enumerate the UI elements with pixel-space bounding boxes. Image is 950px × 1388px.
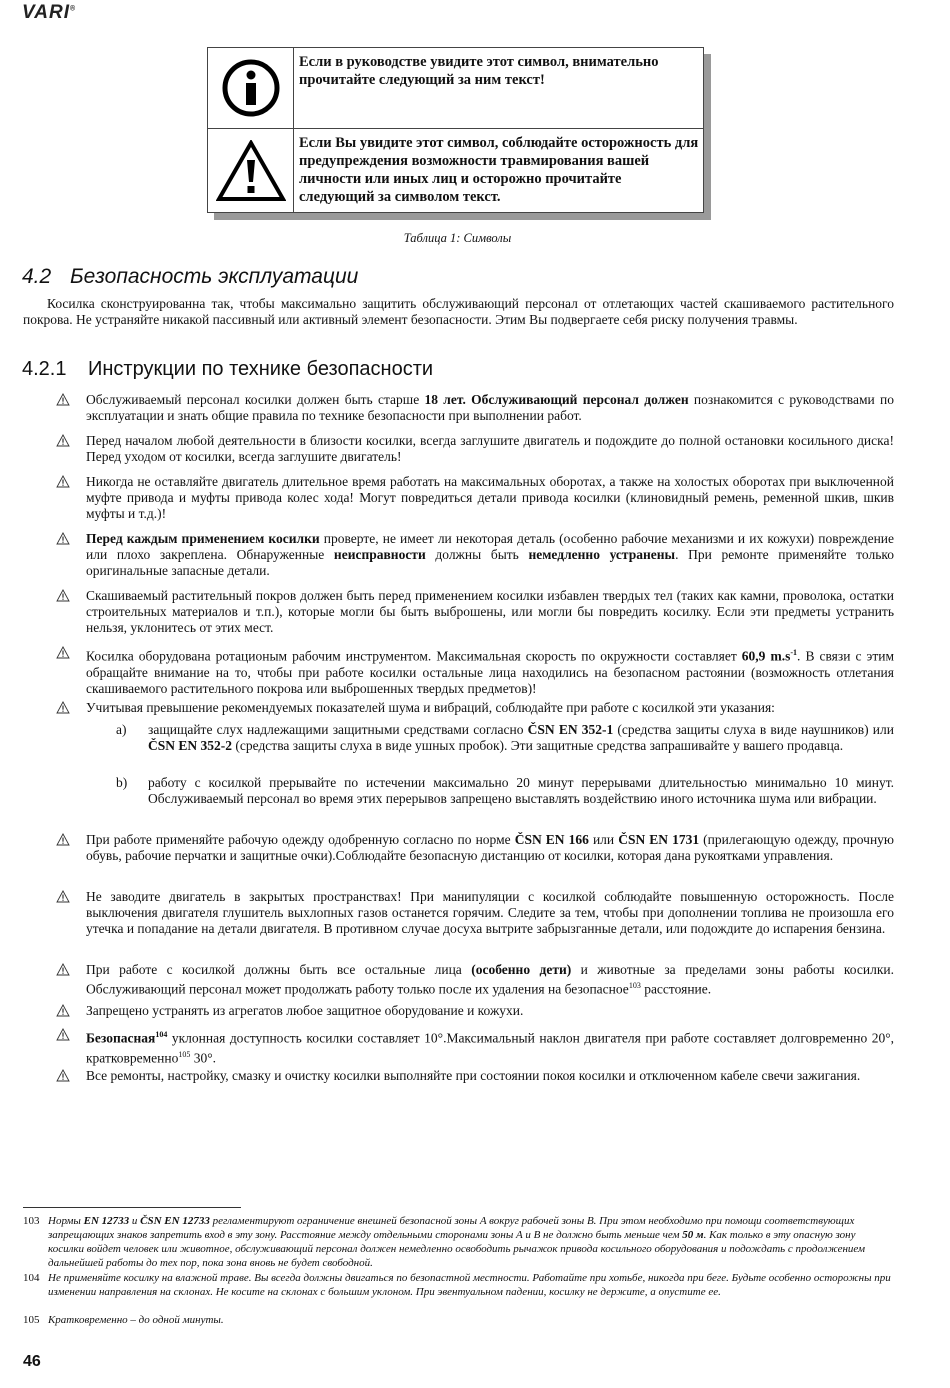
warning-symbol-description: Если Вы увидите этот символ, соблюдайте осторожность для предупреждения возможности травмирования вашей личности или иных лиц и осторожно прочитайте следующий за символом текст. [299,135,699,205]
warning-icon [56,646,70,663]
bold-text-run: ČSN EN 352-2 [148,738,233,753]
text-run: Обслуживаемый персонал косилки должен быть старше [86,392,425,407]
section-title: Безопасность эксплуатации [70,265,359,288]
instruction-item [56,832,894,864]
bold-text-run: ČSN EN 12733 [140,1215,210,1227]
warning-icon [56,1069,70,1086]
text-run: работу с косилкой прерывайте по истечении максимально 20 минут перерывами длительностью минимально 10 минут. Обслуживаемый персонал во время этих перерывов запрещено выставлять воздействию иного источника шума или вибрации. [148,775,894,806]
warning-icon [56,701,70,718]
text-run: Кратковременно – до одной минуты. [48,1314,224,1326]
instruction-item [56,645,894,697]
footnote-104 [23,1271,894,1299]
bold-text-run: 60,9 m.s [741,648,791,664]
bold-text-run: (особенно дети) [471,962,572,977]
warning-icon [56,532,70,549]
footnote-number: 104 [23,1272,40,1284]
instruction-item [56,392,894,424]
info-symbol-description: Если в руководстве увидите этот символ, внимательно прочитайте следующий за ним текст! [299,54,659,88]
text-run: познакомится с руководствами по эксплуатации и знать общие правила по технике безопасности при выполнении работ. [86,392,894,423]
page-number: 46 [23,1353,41,1370]
text-run: Запрещено устранять из агрегатов любое защитное оборудование и кожухи. [86,1003,524,1018]
text-run: . Как только в эту опасную зону косилки войдет человек или животное, обслуживающий персонал должен немедленно освободить рычажок привода косильного оборудования и подождать с продолжением дальнейшей работы до тех пор, пока зона вновь не будет свободной. [48,1229,866,1269]
symbols-table-row-info [208,48,703,128]
bold-text-run: немедленно устранены [528,547,676,562]
bold-text-run: неисправности [333,547,426,562]
text-run: Никогда не оставляйте двигатель длительное время работать на максимальных оборотах, а также на холостых оборотах при выключенной муфте привода и муфты привода колес хода! Могут повредиться детали привода косилки (клиновидный ремень, ременной шкив, шкив муфты и т.д.)! [86,474,894,521]
section-heading [22,265,358,289]
text-run: . В связи с этим обращайте внимание на то, чтобы при работе косилки остальные лица находились на безопасном растоянии (возможность отлетания скашиваемого растительного покрова или выброшенных твердых предметов)! [86,648,895,696]
text-run: . При ремонте применяйте только оригинальные запасные детали. [86,547,894,578]
text-run: Не применяйте косилку на влажной траве. Вы всегда должны двигаться по безопастной местности. Работайте при хотьбе, никогда при беге. Будьте особенно осторожны при изменении направления на склонах. Не косите на склонах с большим уклоном. При эвентуальном падении, косилку не держите, а опустите ее. [48,1272,891,1298]
text-run: (прилегающую одежду, прочную обувь, рабочие перчатки и защитные очки).Соблюдайте безопасную дистанцию от косилки, которая дана рукоятками управления. [86,832,895,863]
warning-icon [56,963,70,980]
footnote-number: 105 [23,1314,40,1326]
symbols-table-row-warning [208,128,703,212]
subsection-heading [22,358,433,381]
bold-text-run: 50 м [682,1229,704,1241]
bold-text-run: EN 12733 [83,1215,130,1227]
instruction-item [56,889,894,937]
text-run: 103 [628,981,641,990]
list-letter: a) [116,722,127,737]
text-run: (средства защиты слуха в виде ушных пробок). Эти защитные средства запрашивайте у вашего продавца. [232,738,844,753]
instruction-item [56,433,894,465]
instruction-item [56,962,894,998]
warning-icon [56,475,70,492]
warning-icon [56,1028,70,1045]
text-run: или [588,832,619,847]
bold-text-run: Перед каждым применением косилки [86,531,320,546]
instruction-item [56,474,894,522]
footnote-103 [23,1214,894,1270]
vari-logo: VARI® [22,2,77,23]
info-icon [208,48,294,128]
text-run: Все ремонты, настройку, смазку и очистку косилки выполняйте при состоянии покоя косилки и отключенном кабеле свечи зажигания. [86,1068,861,1083]
bold-text-run: ČSN EN 166 [514,832,589,847]
instruction-item [56,588,894,636]
warning-icon [56,589,70,606]
bold-text-run: Безопасная [86,1030,156,1046]
bold-text-run: ČSN EN 1731 [618,832,700,847]
bold-text-run: -1 [790,648,798,657]
text-run: регламентируют ограничение внешней безопасной зоны A вокруг рабочей зоны B. При этом необходимо при помощи соответствующих запрещающих знаков запретить вход в эту зону. Расстояние между отдельными сторонами зоны A и B не должно быть меньше чем [48,1215,855,1241]
text-run: 105 [178,1049,191,1059]
noise-item-b [116,775,894,807]
text-run: Учитывая превышение рекомендуемых показателей шума и вибраций, соблюдайте при работе с косилкой эти указания: [86,700,775,715]
instruction-item [56,531,894,579]
subsection-number: 4.2.1 [22,358,67,380]
section-number: 4.2 [22,265,52,288]
subsection-title: Инструкции по технике безопасности [88,358,434,380]
text-run: Не заводите двигатель в закрытых пространствах! При манипуляции с косилкой соблюдайте повышенную осторожность. После выключения двигателя глушитель выхлопных газов останется горячим. Следите за тем, чтобы при дополнении топлива не произошла его утечка и попадание на детали двигателя. В противном случае досуха вытрите забрызганные детали, или подождите до испарения бензина. [86,889,894,936]
text-run: защищайте слух надлежащими защитными средствами согласно [148,722,528,737]
text-run: При работе с косилкой должны быть все остальные лица [86,962,472,977]
instruction-item [56,1003,894,1019]
text-run: проверте, не имеет ли некоторая деталь (особенно рабочие механизми и их кожухи) повреждение или плохо закреплена. Обнаруженные [86,531,895,562]
text-run: Косилка оборудована ротационым рабочим инструментом. Максимальная скорость по окружности составляет [86,648,742,664]
text-run: уклонная доступность косилки составляет 10°.Максимальный наклон двигателя при работе составляет долговременно 20°, кратковременно [86,1030,894,1065]
text-run: и животные за пределами зоны работы косилки. Обслуживающий персонал может продолжать работу только после их удаления на безопасное [86,962,895,997]
bold-text-run: ČSN EN 352-1 [527,722,614,737]
symbols-table [207,47,704,213]
instruction-item [56,700,894,716]
instruction-item [56,1068,894,1084]
text-run: и [129,1215,141,1227]
list-letter: b) [116,775,128,790]
text-run: 30°. [190,1050,216,1065]
text-run: расстояние. [640,981,712,997]
text-run: Нормы [48,1215,84,1227]
noise-item-a [116,722,894,754]
footnote-separator [23,1207,241,1208]
warning-icon [56,833,70,850]
section-intro: Косилка сконструированна так, чтобы максимально защитить обслуживающий персонал от отлетающих частей скашиваемого растительного покрова. Не устраняйте никакой пассивный или активный элемент безопасности. Этим Вы подвергаете себя риску получения травмы. [23,296,894,327]
bold-text-run: 104 [155,1030,168,1039]
text-run: При работе применяйте рабочую одежду одобренную согласно по норме [86,832,515,847]
text-run: Скашиваемый растительный покров должен быть перед применением косилки избавлен твердых тел (таких как камни, проволока, остатки строительных материалов и т.п.), которые могли бы быть выброшены, или могли бы повредить косилку. Если эти предметы устранить нельзя, уклонитесь от этих мест. [86,588,894,635]
footnote-105 [23,1313,894,1327]
text-run: Перед началом любой деятельности в близости косилки, всегда заглушите двигатель и подождите до полной остановки косильного диска! Перед уходом от косилки, всегда заглушите двигатель! [86,433,894,464]
text-run: (средства защиты слуха в виде наушников) или [613,722,894,737]
warning-icon [56,890,70,907]
footnote-number: 103 [23,1215,40,1227]
instruction-item [56,1027,894,1066]
warning-icon [56,393,70,410]
table-caption: Таблица 1: Символы [403,231,512,245]
warning-icon [56,1004,70,1021]
warning-icon [56,434,70,451]
warning-icon [208,129,294,212]
text-run: должны быть [425,547,529,562]
bold-text-run: 18 лет. Обслуживающий персонал должен [424,392,689,407]
